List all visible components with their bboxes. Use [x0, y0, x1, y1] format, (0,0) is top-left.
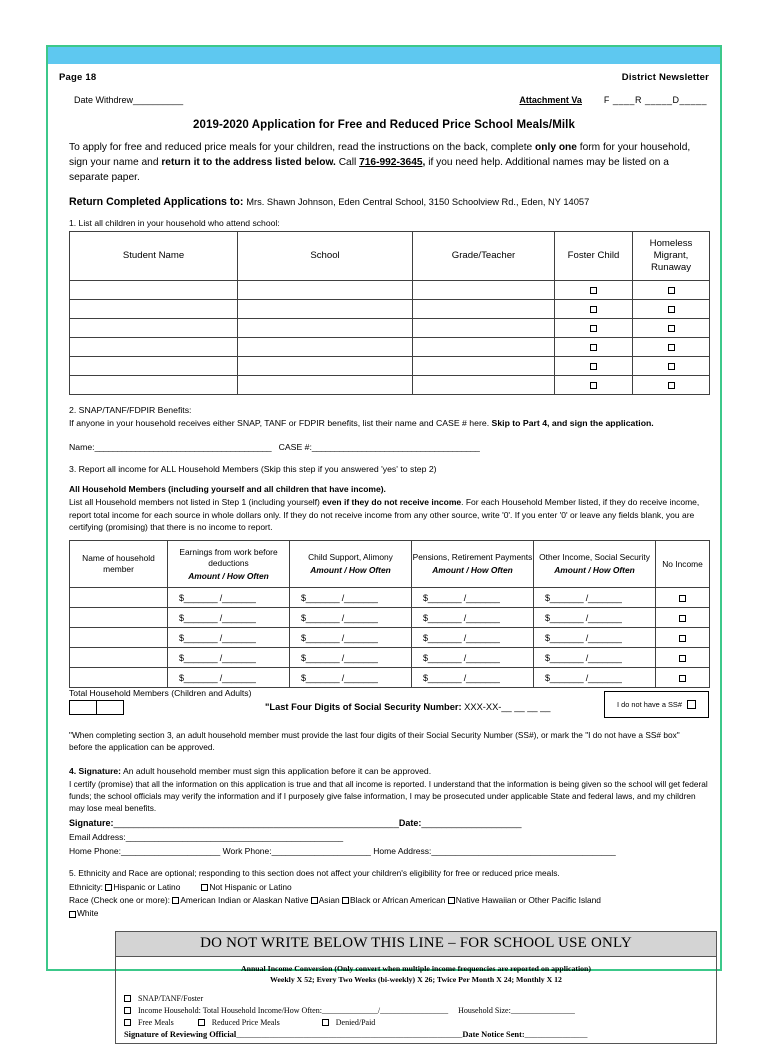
amount-how-often-input[interactable]: $_______ /_______ — [301, 652, 378, 663]
amount-how-often-input[interactable]: $_______ /_______ — [545, 632, 622, 643]
col-earnings — [168, 541, 290, 588]
page-title: 2019-2020 Application for Free and Reduced Price School Meals/Milk — [193, 119, 575, 131]
step2-name-case-row — [69, 441, 709, 454]
step2-name-label: Name: — [69, 441, 95, 452]
step3-body-b: even if they do not receive income — [322, 496, 462, 507]
signature-label: Signature: — [69, 817, 114, 828]
document-page — [46, 45, 722, 1040]
homeless-migrant-checkbox[interactable] — [668, 363, 675, 370]
income-amount-input[interactable]: ______________/ — [321, 1006, 381, 1016]
household-size-input[interactable]: ________________ — [510, 1006, 575, 1016]
child-support-cell[interactable] — [290, 668, 412, 688]
col-homeless-migrant-runaway: Homeless Migrant, Runaway — [633, 232, 710, 281]
member-name-cell[interactable] — [70, 668, 168, 688]
ethnicity-not-hispanic-checkbox[interactable] — [201, 884, 208, 891]
other-income-cell[interactable] — [534, 648, 656, 668]
foster-child-checkbox[interactable] — [590, 382, 597, 389]
amount-how-often-input[interactable]: $_______ /_______ — [301, 592, 378, 603]
total-household-input[interactable] — [69, 700, 123, 715]
ethnicity-not-hispanic-label: Not Hispanic or Latino — [209, 881, 292, 892]
income-household-row[interactable] — [124, 1006, 708, 1015]
pensions-cell[interactable] — [412, 668, 534, 688]
member-name-cell[interactable] — [70, 588, 168, 608]
school-use-body — [116, 957, 716, 1044]
earnings-cell[interactable] — [168, 628, 290, 648]
col-school: School — [238, 232, 413, 281]
homeless-migrant-checkbox-cell[interactable] — [633, 300, 710, 319]
foster-child-checkbox[interactable] — [590, 287, 597, 294]
attachment-block — [519, 95, 707, 105]
intro-text-e: Call — [335, 156, 360, 168]
step5-heading: 5. Ethnicity and Race are optional; responding to this section does not affect your children's eligibility for free or reduced price meals. — [69, 868, 560, 879]
no-income-checkbox-cell[interactable] — [656, 588, 710, 608]
student-table-header-row — [70, 232, 710, 281]
intro-text-c: form for your household, sign your name and — [69, 142, 691, 168]
table-row — [70, 608, 710, 628]
homeless-migrant-checkbox[interactable] — [668, 287, 675, 294]
conversion-line-2: Weekly X 52; Every Two Weeks (bi-weekly) X 26; Twice Per Month X 24; Monthly X 12 — [270, 975, 562, 985]
snap-tanf-foster-row[interactable] — [124, 994, 708, 1003]
email-label: Email Address: — [69, 831, 126, 842]
amount-how-often-input[interactable]: $_______ /_______ — [423, 652, 500, 663]
attachment-header — [59, 95, 709, 105]
form-sheet — [48, 64, 720, 1044]
home-address-label: Home Address: — [373, 845, 432, 856]
date-input[interactable]: ____________________ — [421, 817, 522, 828]
signature-input[interactable]: _________________________________________________________ — [113, 817, 399, 828]
no-income-checkbox[interactable] — [679, 615, 686, 622]
col-child-support — [290, 541, 412, 588]
table-row — [70, 588, 710, 608]
earnings-cell[interactable] — [168, 648, 290, 668]
col-grade-teacher: Grade/Teacher — [413, 232, 555, 281]
amount-how-often-input[interactable]: $_______ /_______ — [423, 672, 500, 683]
step2-text-bold: Skip to Part 4, and sign the application. — [491, 417, 654, 428]
table-row — [70, 376, 710, 395]
amount-how-often-input[interactable]: $_______ /_______ — [179, 592, 256, 603]
race-asian-label: Asian — [318, 894, 340, 905]
step2-block — [69, 404, 709, 453]
homeless-migrant-checkbox-cell[interactable] — [633, 338, 710, 357]
no-income-checkbox-cell[interactable] — [656, 648, 710, 668]
school-use-section — [115, 931, 717, 1044]
student-cell[interactable] — [70, 357, 238, 376]
other-income-cell[interactable] — [534, 588, 656, 608]
member-name-cell[interactable] — [70, 628, 168, 648]
amount-how-often-input[interactable]: $_______ /_______ — [179, 672, 256, 683]
race-black-label: Black or African American — [349, 894, 446, 905]
reviewing-official-input[interactable]: ______________________________________________________ — [236, 1030, 463, 1040]
help-phone-number[interactable]: 716-992-3645, — [359, 156, 426, 168]
amount-how-often-input[interactable]: $_______ /_______ — [179, 652, 256, 663]
race-american-indian-label: American Indian or Alaskan Native — [180, 894, 309, 905]
col-student-name: Student Name — [70, 232, 238, 281]
foster-child-checkbox-cell[interactable] — [555, 376, 633, 395]
student-cell[interactable] — [238, 281, 413, 300]
student-cell[interactable] — [238, 376, 413, 395]
earnings-cell[interactable] — [168, 588, 290, 608]
ethnicity-label: Ethnicity: — [69, 881, 103, 892]
income-frequency-input[interactable]: _________________ — [380, 1006, 449, 1016]
homeless-migrant-checkbox-cell[interactable] — [633, 376, 710, 395]
snap-tanf-foster-label: SNAP/TANF/Foster — [138, 994, 204, 1004]
no-income-checkbox-cell[interactable] — [656, 608, 710, 628]
home-phone-label: Home Phone: — [69, 845, 121, 856]
intro-return-address: return it to the address listed below. — [161, 156, 336, 168]
student-cell[interactable] — [70, 338, 238, 357]
amount-how-often-input[interactable]: $_______ /_______ — [545, 592, 622, 603]
pensions-cell[interactable] — [412, 648, 534, 668]
return-address-row — [59, 196, 709, 208]
foster-child-checkbox-cell[interactable] — [555, 281, 633, 300]
email-row — [69, 831, 709, 844]
step2-heading: 2. SNAP/TANF/FDPIR Benefits: — [69, 405, 192, 416]
page-number-label: Page 18 — [59, 72, 97, 83]
reviewing-official-label: Signature of Reviewing Official — [124, 1030, 237, 1040]
race-native-hawaiian-label: Native Hawaiian or Other Pacific Island — [455, 894, 601, 905]
conversion-line-1: Annual Income Conversion (Only convert when multiple income frequencies are reported on application) — [241, 963, 591, 973]
col-pensions-title: Pensions, Retirement Payments — [412, 552, 533, 563]
foster-child-checkbox-cell[interactable] — [555, 338, 633, 357]
race-white-checkbox[interactable] — [69, 911, 76, 918]
step3-body-a: List all Household members not listed in Step 1 (including yourself) — [69, 496, 323, 507]
race-black-checkbox[interactable] — [342, 897, 349, 904]
intro-only-one: only one — [535, 142, 577, 153]
attachment-label: Attachment Va — [519, 95, 582, 105]
total-household-label: Total Household Members (Children and Adults) — [69, 688, 252, 699]
step3-bold-line: All Household Members (including yourself and all children that have income). — [69, 484, 386, 495]
homeless-migrant-checkbox[interactable] — [668, 344, 675, 351]
ethnicity-row — [69, 881, 709, 894]
student-cell[interactable] — [413, 338, 555, 357]
race-native-hawaiian-checkbox[interactable] — [448, 897, 455, 904]
total-household-row — [69, 688, 709, 722]
race-white-label: White — [77, 908, 99, 919]
table-row — [70, 628, 710, 648]
ssn-footnote: "When completing section 3, an adult household member must provide the last four digits of their Social Security Number (SS#), or mark the "I do not have a SS# box" before the application can be approved. — [69, 730, 680, 753]
amount-how-often-input[interactable]: $_______ /_______ — [423, 632, 500, 643]
no-income-checkbox-cell[interactable] — [656, 668, 710, 688]
amount-how-often-input[interactable]: $_______ /_______ — [423, 592, 500, 603]
foster-child-checkbox[interactable] — [590, 363, 597, 370]
no-income-checkbox[interactable] — [679, 595, 686, 602]
member-name-cell[interactable] — [70, 648, 168, 668]
intro-text-f: if you need help. Additional names may be listed on a separate paper. — [69, 156, 669, 183]
step4-block — [69, 765, 709, 858]
date-notice-sent-input[interactable]: _______________ — [524, 1030, 588, 1040]
col-earnings-title: Earnings from work before deductions — [179, 546, 278, 568]
intro-text-a: To apply for free and reduced price meals for your children, read the instructions on the back, complete — [69, 142, 536, 153]
col-earnings-sub: Amount / How Often — [188, 570, 269, 581]
earnings-cell[interactable] — [168, 608, 290, 628]
ethnicity-hispanic-checkbox[interactable] — [105, 884, 112, 891]
no-income-checkbox[interactable] — [679, 635, 686, 642]
no-income-checkbox-cell[interactable] — [656, 628, 710, 648]
work-phone-input[interactable]: _____________________ — [271, 845, 371, 856]
col-other-income-sub: Amount / How Often — [554, 565, 635, 576]
table-row — [70, 300, 710, 319]
no-ssn-label: I do not have a SS# — [617, 700, 682, 710]
student-cell[interactable] — [238, 338, 413, 357]
col-no-income-title: No Income — [662, 558, 703, 569]
step4-heading-bold: 4. Signature: — [69, 766, 122, 777]
no-income-checkbox[interactable] — [679, 675, 686, 682]
race-asian-checkbox[interactable] — [311, 897, 318, 904]
homeless-migrant-checkbox-cell[interactable] — [633, 319, 710, 338]
income-household-label: Income Household: Total Household Income/How Often: — [138, 1006, 322, 1016]
ethnicity-hispanic-label: Hispanic or Latino — [113, 881, 181, 892]
student-cell[interactable] — [413, 300, 555, 319]
home-phone-input[interactable]: _____________________ — [120, 845, 221, 856]
amount-how-often-input[interactable]: $_______ /_______ — [545, 672, 622, 683]
return-address-label: Return Completed Applications to: — [69, 196, 244, 209]
race-row — [69, 894, 709, 921]
step2-case-label: CASE #: — [278, 441, 312, 452]
no-ssn-box[interactable] — [604, 691, 709, 718]
col-child-support-title: Child Support, Alimony — [308, 552, 393, 563]
col-member-name — [70, 541, 168, 588]
step2-case-input[interactable]: _____________________________________ — [311, 441, 480, 452]
snap-tanf-foster-checkbox[interactable] — [124, 995, 131, 1002]
homeless-migrant-checkbox[interactable] — [668, 306, 675, 313]
step2-name-input[interactable]: _______________________________________ — [94, 441, 272, 452]
date-withdrew-field[interactable]: Date Withdrew__________ — [74, 95, 184, 105]
step3-body-c: . For each Household Member listed, if they do receive income, report total income for each source in whole dollars only. If they do not receive income from any other source, write '0'. If you enter '0' or leave any fields blank, you are certifying (promising) that there is no income to report. — [69, 496, 700, 533]
foster-child-checkbox-cell[interactable] — [555, 300, 633, 319]
no-income-checkbox[interactable] — [679, 655, 686, 662]
student-cell[interactable] — [238, 319, 413, 338]
student-cell[interactable] — [70, 376, 238, 395]
col-pensions-sub: Amount / How Often — [432, 565, 513, 576]
homeless-migrant-checkbox[interactable] — [668, 382, 675, 389]
step3-heading: 3. Report all income for ALL Household Members (Skip this step if you answered 'yes' to step 2) — [69, 464, 437, 475]
amount-how-often-input[interactable]: $_______ /_______ — [545, 612, 622, 623]
home-address-input[interactable]: _______________________________________ — [431, 845, 616, 856]
income-table — [69, 540, 710, 688]
child-support-cell[interactable] — [290, 588, 412, 608]
free-meals-label: Free Meals — [138, 1018, 174, 1028]
step2-line — [69, 417, 709, 430]
student-cell[interactable] — [238, 357, 413, 376]
col-no-income — [656, 541, 710, 588]
col-foster-child: Foster Child — [555, 232, 633, 281]
amount-how-often-input[interactable]: $_______ /_______ — [301, 612, 378, 623]
ssn-label: "Last Four Digits of Social Security Number: — [265, 702, 462, 713]
foster-child-checkbox[interactable] — [590, 306, 597, 313]
signature-row — [69, 817, 709, 830]
phone-address-row — [69, 845, 709, 858]
pensions-cell[interactable] — [412, 628, 534, 648]
other-income-cell[interactable] — [534, 608, 656, 628]
homeless-migrant-checkbox-cell[interactable] — [633, 357, 710, 376]
amount-how-often-input[interactable]: $_______ /_______ — [301, 672, 378, 683]
col-other-income — [534, 541, 656, 588]
student-cell[interactable] — [238, 300, 413, 319]
student-table — [69, 231, 710, 395]
foster-child-checkbox-cell[interactable] — [555, 319, 633, 338]
free-meals-checkbox[interactable] — [124, 1019, 131, 1026]
table-row — [70, 357, 710, 376]
pensions-cell[interactable] — [412, 608, 534, 628]
step1-instruction: 1. List all children in your household who attend school: — [69, 218, 280, 229]
table-row — [70, 281, 710, 300]
ssn-input[interactable]: XXX-XX-__ __ __ __ — [464, 702, 551, 713]
table-row — [70, 338, 710, 357]
income-conversion-note — [124, 963, 708, 986]
student-cell[interactable] — [70, 300, 238, 319]
earnings-cell[interactable] — [168, 668, 290, 688]
table-row — [70, 648, 710, 668]
school-use-title: DO NOT WRITE BELOW THIS LINE – FOR SCHOOL USE ONLY — [116, 932, 716, 957]
foster-child-checkbox[interactable] — [590, 325, 597, 332]
step2-text-a: If anyone in your household receives either SNAP, TANF or FDPIR benefits, list their name and CASE # here. — [69, 417, 492, 428]
frd-code-field[interactable]: F ____R _____D_____ — [603, 95, 707, 105]
ssn-row — [265, 702, 550, 712]
student-cell[interactable] — [70, 281, 238, 300]
step4-certify-text: I certify (promise) that all the information on this application is true and that all income is reported. I understand that the information is being given so the school will get federal funds; the school officials may verify the information and if I purposely give false information, I may be prosecuted under applicable State and federal laws, and my children may lose meal benefits. — [69, 778, 708, 813]
other-income-cell[interactable] — [534, 628, 656, 648]
child-support-cell[interactable] — [290, 608, 412, 628]
denied-paid-checkbox[interactable] — [322, 1019, 329, 1026]
step4-heading — [69, 765, 709, 777]
step4-heading-rest: An adult household member must sign this application before it can be approved. — [121, 766, 432, 777]
step3-body — [69, 483, 705, 534]
reduced-price-meals-label: Reduced Price Meals — [211, 1018, 280, 1028]
no-ssn-checkbox[interactable] — [687, 700, 696, 709]
amount-how-often-input[interactable]: $_______ /_______ — [545, 652, 622, 663]
email-input[interactable]: ______________________________________________ — [125, 831, 344, 842]
school-use-options — [124, 994, 708, 1039]
foster-child-checkbox[interactable] — [590, 344, 597, 351]
race-label: Race (Check one or more): — [69, 894, 171, 905]
student-cell[interactable] — [70, 319, 238, 338]
homeless-migrant-checkbox-cell[interactable] — [633, 281, 710, 300]
homeless-migrant-checkbox[interactable] — [668, 325, 675, 332]
race-american-indian-checkbox[interactable] — [172, 897, 179, 904]
total-digit-box-1[interactable] — [69, 700, 97, 715]
amount-how-often-input[interactable]: $_______ /_______ — [301, 632, 378, 643]
income-table-header-row — [70, 541, 710, 588]
household-size-label: Household Size: — [458, 1006, 511, 1016]
reviewing-official-row — [124, 1030, 708, 1039]
table-row — [70, 319, 710, 338]
student-cell[interactable] — [413, 376, 555, 395]
col-child-support-sub: Amount / How Often — [310, 565, 391, 576]
amount-how-often-input[interactable]: $_______ /_______ — [179, 632, 256, 643]
student-cell[interactable] — [413, 319, 555, 338]
meal-status-row — [124, 1018, 708, 1027]
member-name-cell[interactable] — [70, 608, 168, 628]
intro-paragraph — [59, 141, 709, 185]
newsletter-label: District Newsletter — [621, 72, 709, 83]
pensions-cell[interactable] — [412, 588, 534, 608]
amount-how-often-input[interactable]: $_______ /_______ — [423, 612, 500, 623]
total-digit-box-2[interactable] — [96, 700, 124, 715]
col-pensions — [412, 541, 534, 588]
date-label: Date: — [398, 817, 422, 828]
income-household-checkbox[interactable] — [124, 1007, 131, 1014]
col-member-name-title: Name of household member — [82, 553, 155, 575]
student-cell[interactable] — [413, 281, 555, 300]
denied-paid-label: Denied/Paid — [335, 1018, 376, 1028]
child-support-cell[interactable] — [290, 648, 412, 668]
page-header — [59, 72, 709, 83]
foster-child-checkbox-cell[interactable] — [555, 357, 633, 376]
amount-how-often-input[interactable]: $_______ /_______ — [179, 612, 256, 623]
table-row — [70, 668, 710, 688]
date-notice-sent-label: Date Notice Sent: — [462, 1030, 525, 1040]
reduced-price-meals-checkbox[interactable] — [198, 1019, 205, 1026]
student-cell[interactable] — [413, 357, 555, 376]
return-address-value: Mrs. Shawn Johnson, Eden Central School, 3150 Schoolview Rd., Eden, NY 14057 — [246, 197, 590, 208]
col-other-income-title: Other Income, Social Security — [539, 552, 650, 563]
other-income-cell[interactable] — [534, 668, 656, 688]
child-support-cell[interactable] — [290, 628, 412, 648]
step5-block — [69, 867, 709, 921]
top-color-band — [48, 47, 720, 64]
work-phone-label: Work Phone: — [222, 845, 272, 856]
